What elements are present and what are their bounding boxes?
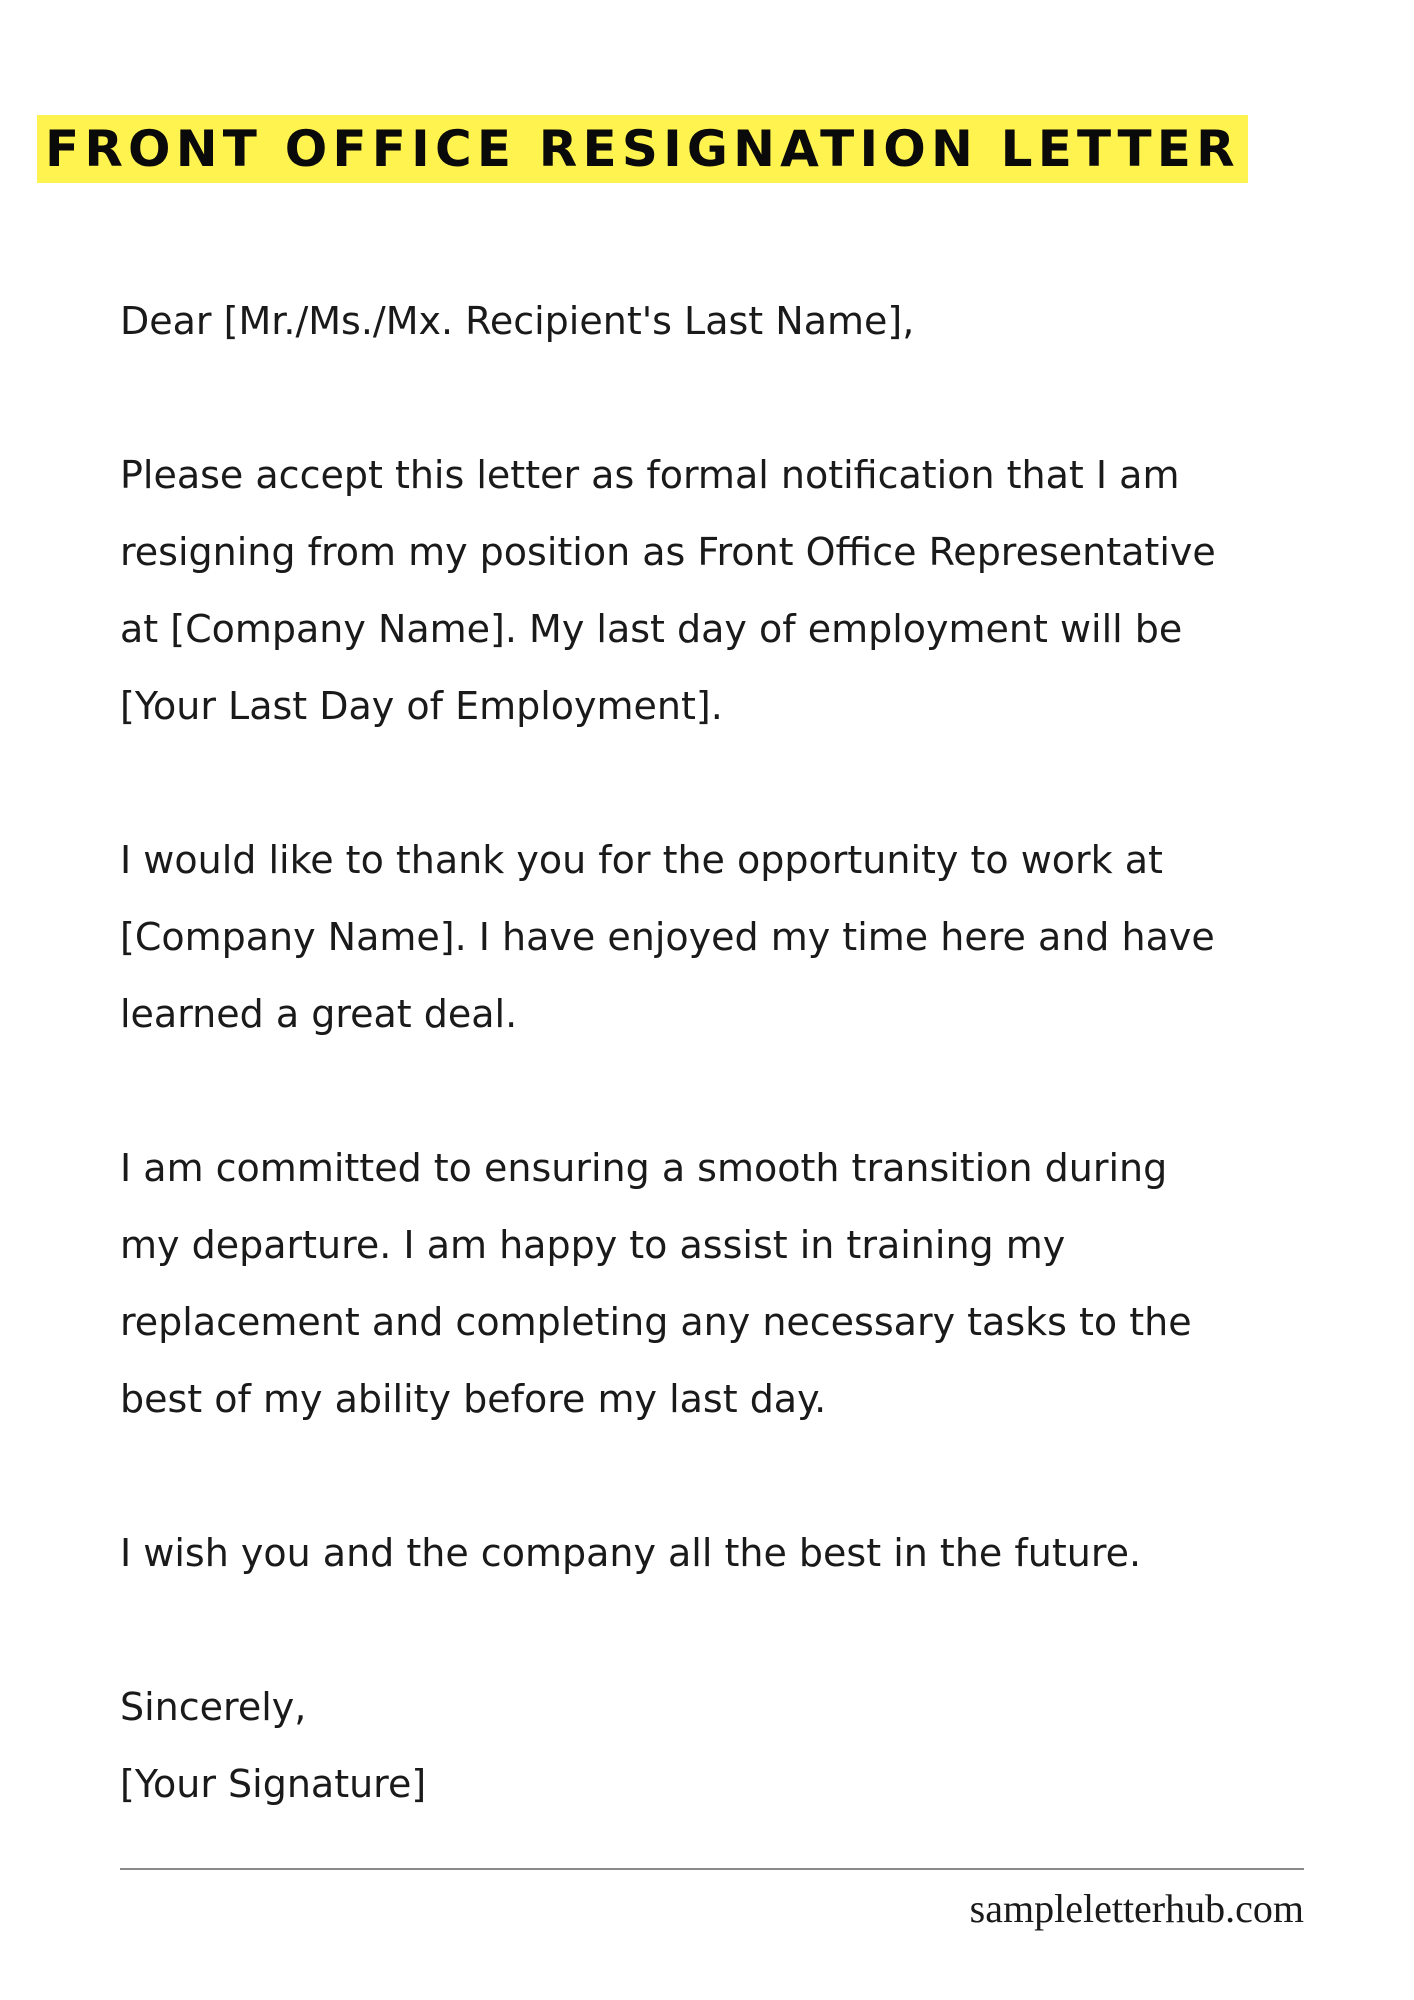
paragraph-transition: I am committed to ensuring a smooth transition during my departure. I am happy to assist in training my replacement and completing any necessary tasks to the best of my ability before my last day. xyxy=(120,1146,1192,1421)
salutation: Dear [Mr./Ms./Mx. Recipient's Last Name], xyxy=(120,299,915,343)
paragraph-notification: Please accept this letter as formal notification that I am resigning from my position as Front Office Representative at [Company Name]. My last day of employment will be [Your Last Day of Employment]. xyxy=(120,453,1216,728)
footer-site-name: sampleletterhub.com xyxy=(969,1886,1304,1931)
paragraph-thanks: I would like to thank you for the opportunity to work at [Company Name]. I have enjoyed my time here and have learned a great deal. xyxy=(120,838,1215,1036)
footer-divider xyxy=(120,1868,1304,1870)
page-title: FRONT OFFICE RESIGNATION LETTER xyxy=(45,120,1240,178)
paragraph-wishes: I wish you and the company all the best in the future. xyxy=(120,1531,1142,1575)
letter-body xyxy=(120,283,1360,1823)
closing: Sincerely, xyxy=(120,1685,307,1729)
title-highlight xyxy=(37,115,1248,183)
signature-placeholder: [Your Signature] xyxy=(120,1762,427,1806)
